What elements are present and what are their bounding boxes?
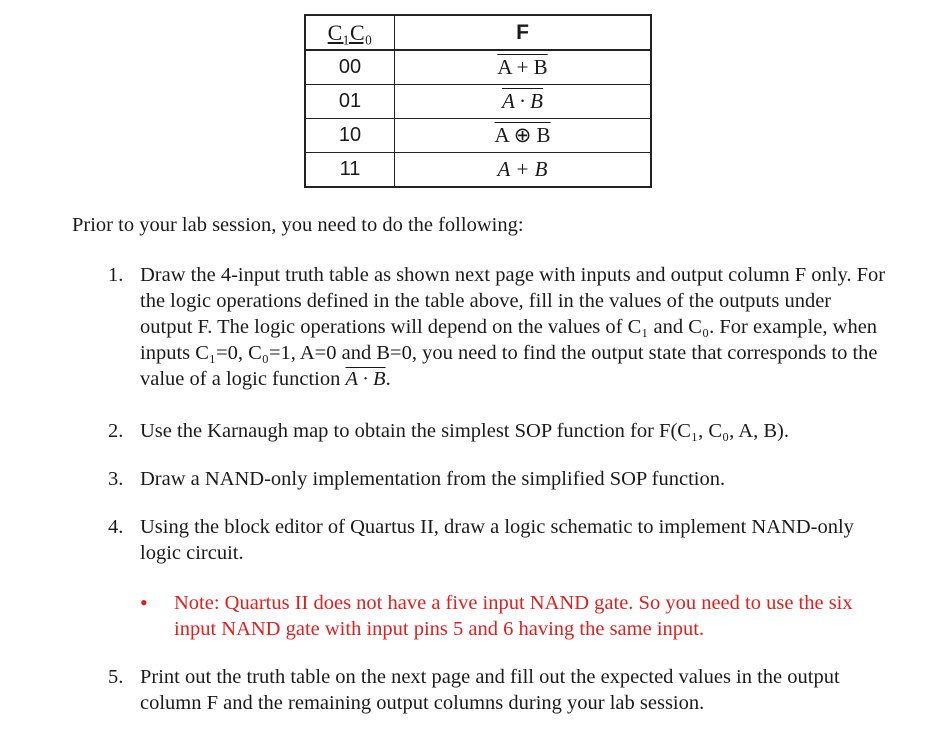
table-row (305, 153, 651, 188)
item-number: 2. (108, 420, 124, 442)
item-number: 1. (108, 264, 124, 286)
item-text: Print out the truth table on the next page and fill out the expected values in the output column F and the remaining output columns during your lab session. (140, 666, 840, 714)
intro-text: Prior to your lab session, you need to do the following: (72, 214, 524, 236)
list-item (108, 466, 888, 492)
table-header-row (305, 15, 651, 50)
list-item (108, 514, 888, 566)
list-item (108, 262, 888, 392)
note-text: Note: Quartus II does not have a five input NAND gate. So you need to use the six input NAND gate with input pins 5 and 6 having the same input. (174, 592, 853, 640)
table-row (305, 50, 651, 85)
bullet-icon: • (140, 590, 148, 615)
table-cell-c: 11 (305, 153, 395, 188)
table-cell-f: A + B (395, 50, 652, 85)
table-cell-f: A + B (395, 153, 652, 188)
operation-table (304, 14, 652, 188)
item-text: Using the block editor of Quartus II, draw a logic schematic to implement NAND-only logic circuit. (140, 516, 854, 564)
logic-function: A · B (345, 368, 386, 390)
header-f: F (395, 15, 652, 50)
item-text: Draw the 4-input truth table as shown next page with inputs and output column F only. For the logic operations defined in the table above, fill in the values of the outputs under output F. The logic operations will depend on the values of C₁ and C₀. For example, when inputs C₁=0, C₀=1, A=0 and B=0, you need to find the output state that corresponds to the value of a logic function A · B. (140, 264, 886, 390)
list-item (108, 418, 888, 444)
table-row (305, 119, 651, 153)
table-cell-c: 10 (305, 119, 395, 153)
header-c1c0: C₁C₀ (305, 15, 395, 50)
item-text: Use the Karnaugh map to obtain the simplest SOP function for F(C₁, C₀, A, B). (140, 420, 789, 442)
table-row (305, 85, 651, 119)
table-cell-c: 00 (305, 50, 395, 85)
table-cell-f: A ⊕ B (395, 119, 652, 153)
note-bullet-item (140, 590, 880, 642)
item-number: 3. (108, 468, 124, 490)
list-item (108, 664, 888, 716)
item-number: 4. (108, 516, 124, 538)
table-cell-f: A · B (395, 85, 652, 119)
item-text: Draw a NAND-only implementation from the simplified SOP function. (140, 468, 726, 490)
table-cell-c: 01 (305, 85, 395, 119)
item-number: 5. (108, 666, 124, 688)
